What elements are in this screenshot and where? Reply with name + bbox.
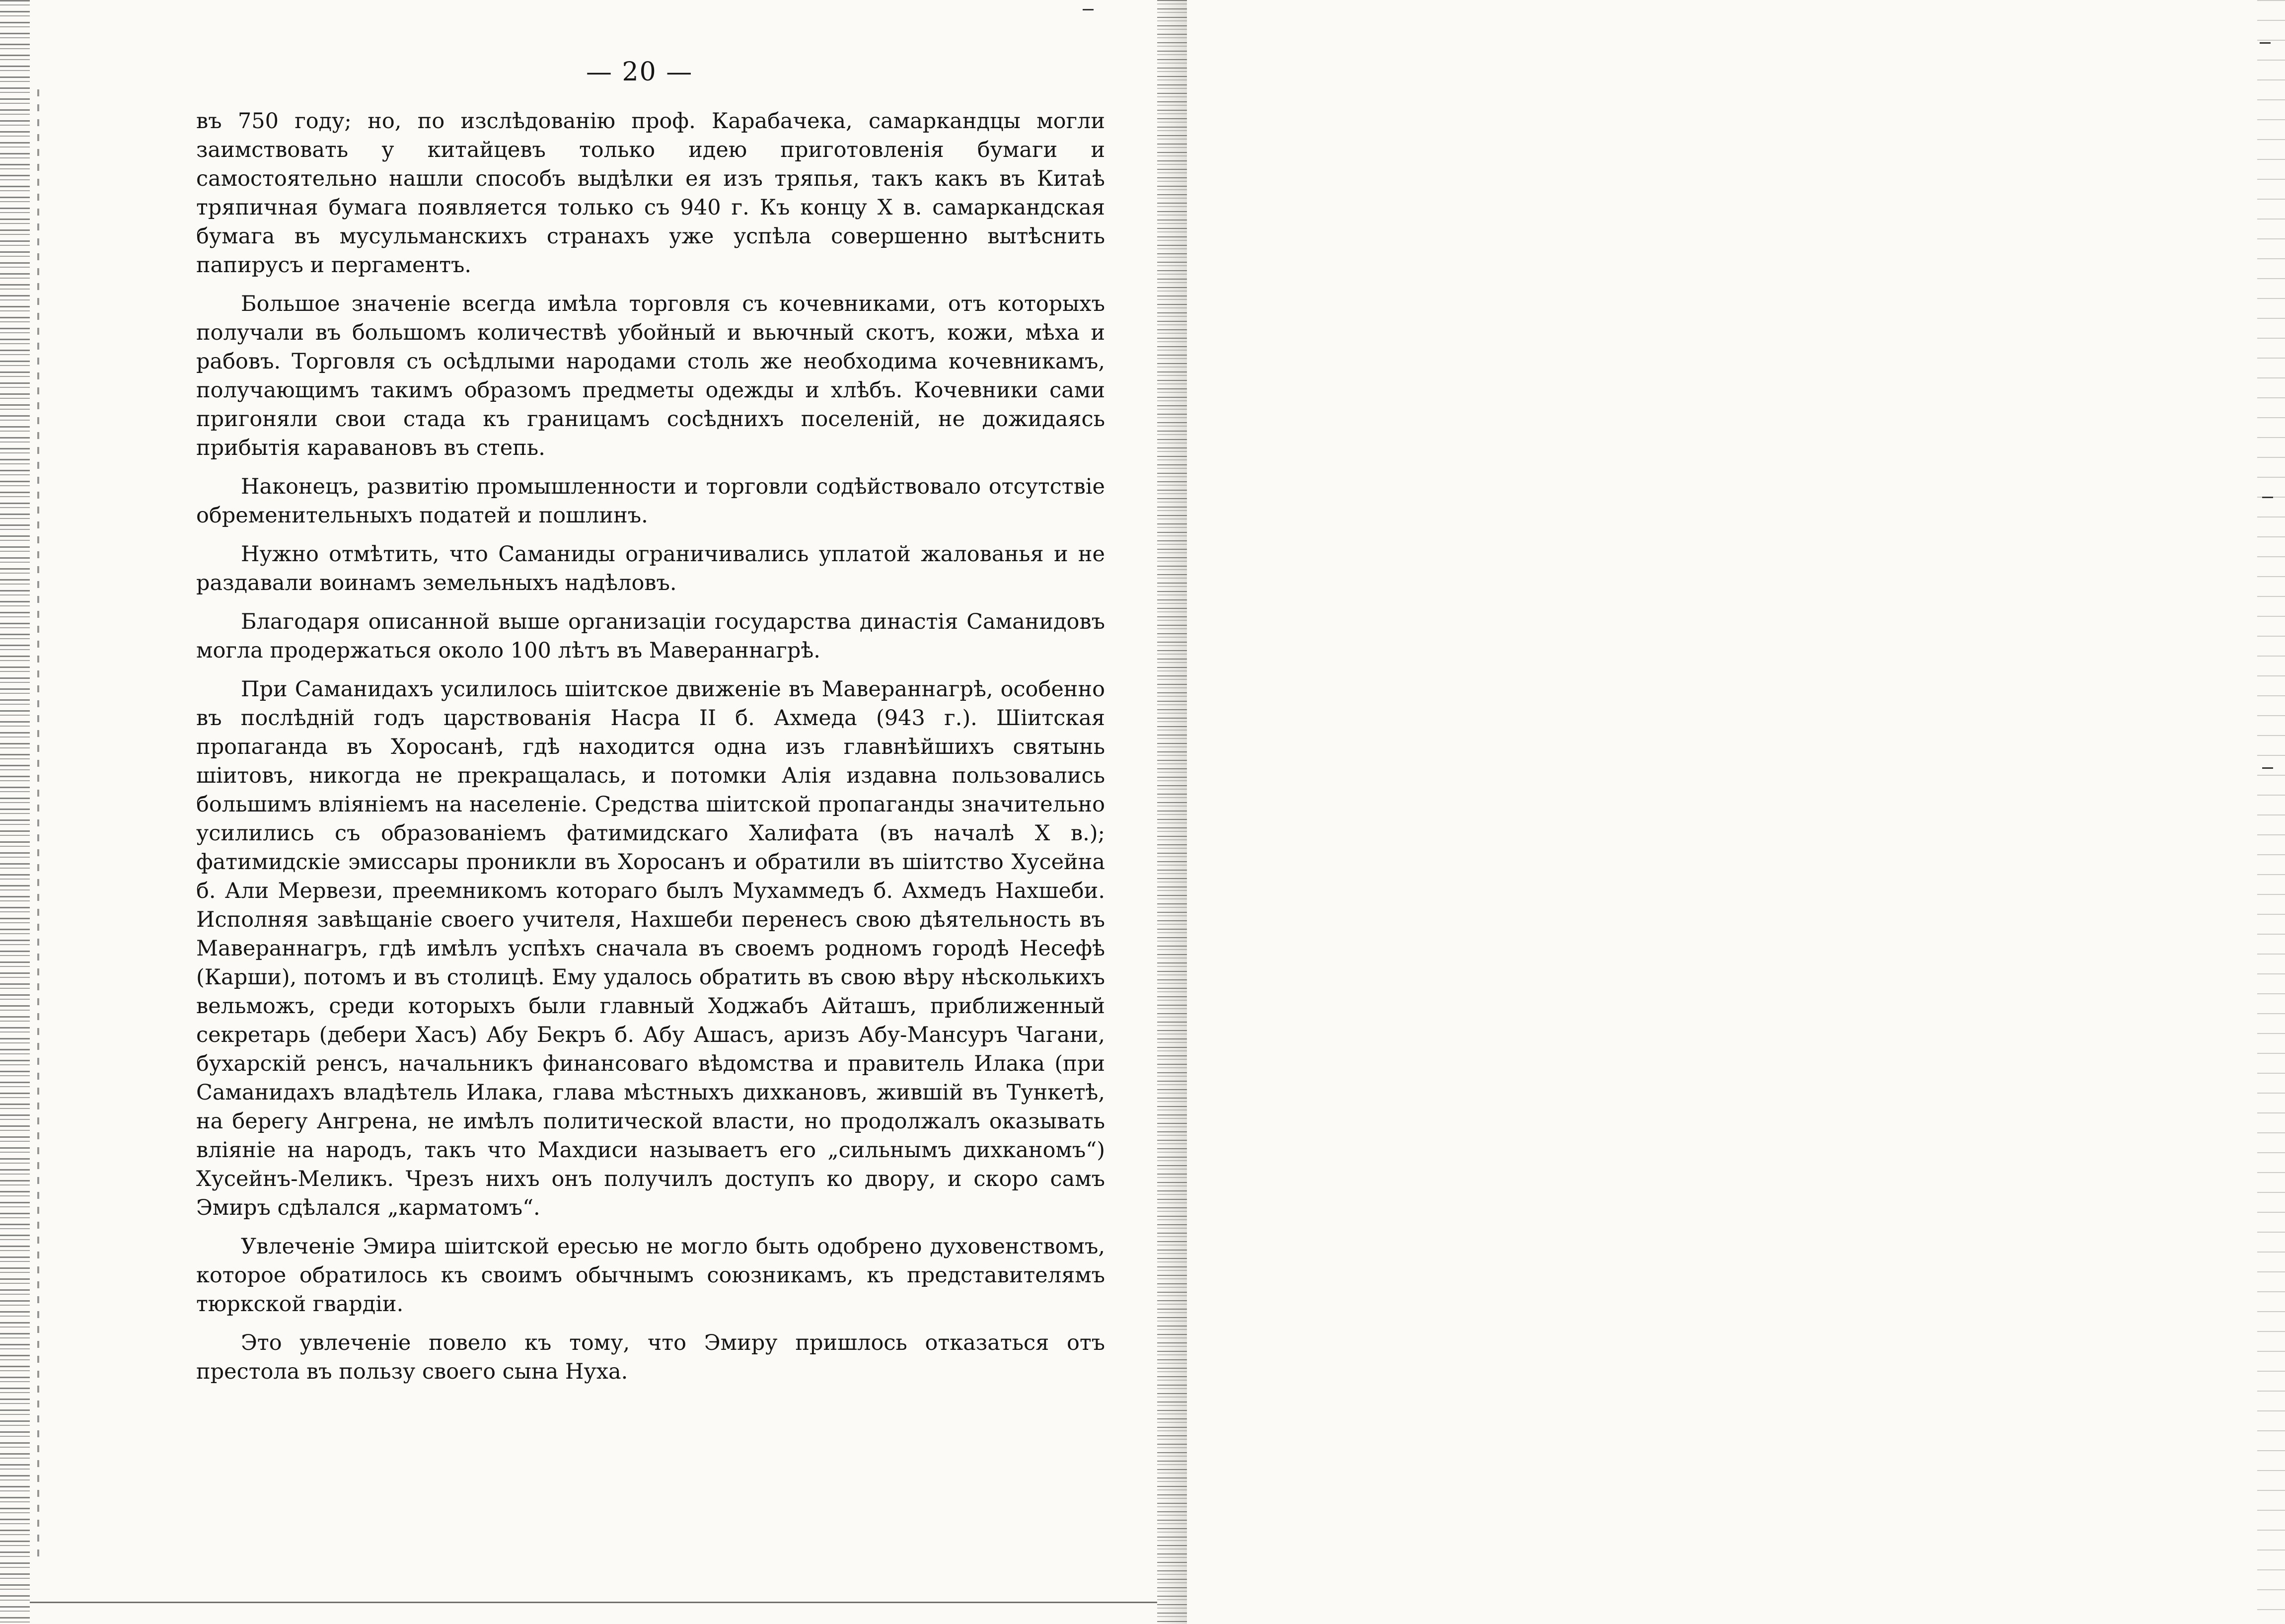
scan-edge-right bbox=[2257, 0, 2285, 1624]
scan-mark bbox=[2262, 767, 2273, 769]
paragraph: Нужно отмѣтить, что Саманиды ограничивались уплатой жалованья и не раздавали воинамъ земельныхъ надѣловъ. bbox=[196, 542, 1105, 595]
paragraph: Это увлеченіе повело къ тому, что Эмиру пришлось отказаться отъ престола въ пользу своего сына Нуха. bbox=[196, 1330, 1105, 1384]
paragraph: Большое значеніе всегда имѣла торговля съ кочевниками, отъ которыхъ получали въ большомъ количествѣ убойный и вьючный скотъ, кожи, мѣха и рабовъ. Торговля съ осѣдлыми народами столь же необходима кочевникамъ, получающимъ такимъ образомъ предметы одежды и хлѣбъ. Кочевники сами пригоняли свои стада къ границамъ сосѣднихъ поселеній, не дожидаясь прибытія каравановъ въ степь. bbox=[196, 292, 1105, 460]
scan-mark bbox=[2260, 42, 2271, 44]
left-page-text bbox=[196, 107, 1105, 1396]
paragraph: Увлеченіе Эмира шіитской ересью не могло быть одобрено духовенствомъ, которое обратилось къ своимъ обычнымъ союзникамъ, къ представителямъ тюркской гвардіи. bbox=[196, 1234, 1105, 1317]
page-number-left: — 20 — bbox=[586, 57, 693, 87]
scan-edge-left bbox=[0, 0, 30, 1624]
scan-mark bbox=[1083, 9, 1094, 10]
scan-mark bbox=[2262, 497, 2273, 498]
paragraph: Благодаря описанной выше организаціи государства династія Саманидовъ могла продержаться около 100 лѣтъ въ Мавераннагрѣ. bbox=[196, 609, 1105, 663]
scan-bottom-rule bbox=[30, 1602, 1187, 1603]
paragraph: Наконецъ, развитію промышленности и торговли содѣйствовало отсутствіе обременительныхъ податей и пошлинъ. bbox=[196, 474, 1105, 528]
paragraph: въ 750 году; но, по изслѣдованію проф. Карабачека, самаркандцы могли заимствовать у китайцевъ только идею приготовленія бумаги и самостоятельно нашли способъ выдѣлки ея изъ тряпья, такъ какъ въ Китаѣ тряпичная бумага появляется только съ 940 г. Къ концу X в. самаркандская бумага въ мусульманскихъ странахъ уже успѣла совершенно вытѣснить папирусъ и пергаментъ. bbox=[196, 109, 1105, 278]
right-page bbox=[1187, 0, 2285, 1624]
paragraph: При Саманидахъ усилилось шіитское движеніе въ Мавераннагрѣ, особенно въ послѣдній годъ царствованія Насра II б. Ахмеда (943 г.). Шіитская пропаганда въ Хоросанѣ, гдѣ находится одна изъ главнѣйшихъ святынь шіитовъ, никогда не прекращалась, и потомки Алія издавна пользовались большимъ вліяніемъ на населеніе. Средства шіитской пропаганды значительно усилились съ образованіемъ фатимидскаго Халифата (въ началѣ X в.); фатимидскіе эмиссары проникли въ Хоросанъ и обратили въ шіитство Хусейна б. Али Мервези, преемникомъ котораго былъ Мухаммедъ б. Ахмедъ Нахшеби. Исполняя завѣщаніе своего учителя, Нахшеби перенесъ свою дѣятельность въ Мавераннагръ, гдѣ имѣлъ успѣхъ сначала въ своемъ родномъ городѣ Несефѣ (Карши), потомъ и въ столицѣ. Ему удалось обратить въ свою вѣру нѣсколькихъ вельможъ, среди которыхъ были главный Ходжабъ Айташъ, приближенный секретарь (дебери Хасъ) Абу Бекръ б. Абу Ашасъ, аризъ Абу-Мансуръ Чагани, бухарскій ренсъ, начальникъ финансоваго вѣдомства и правитель Илака (при Саманидахъ владѣтель Илака, глава мѣстныхъ дихкановъ, жившій въ Тункетѣ, на берегу Ангрена, не имѣлъ политической власти, но продолжалъ оказывать вліяніе на народъ, такъ что Махдиси называетъ его „сильнымъ дихканомъ“) Хусейнъ-Меликъ. Чрезъ нихъ онъ получилъ доступъ ко двору, и скоро самъ Эмиръ сдѣлался „карматомъ“. bbox=[196, 677, 1105, 1220]
